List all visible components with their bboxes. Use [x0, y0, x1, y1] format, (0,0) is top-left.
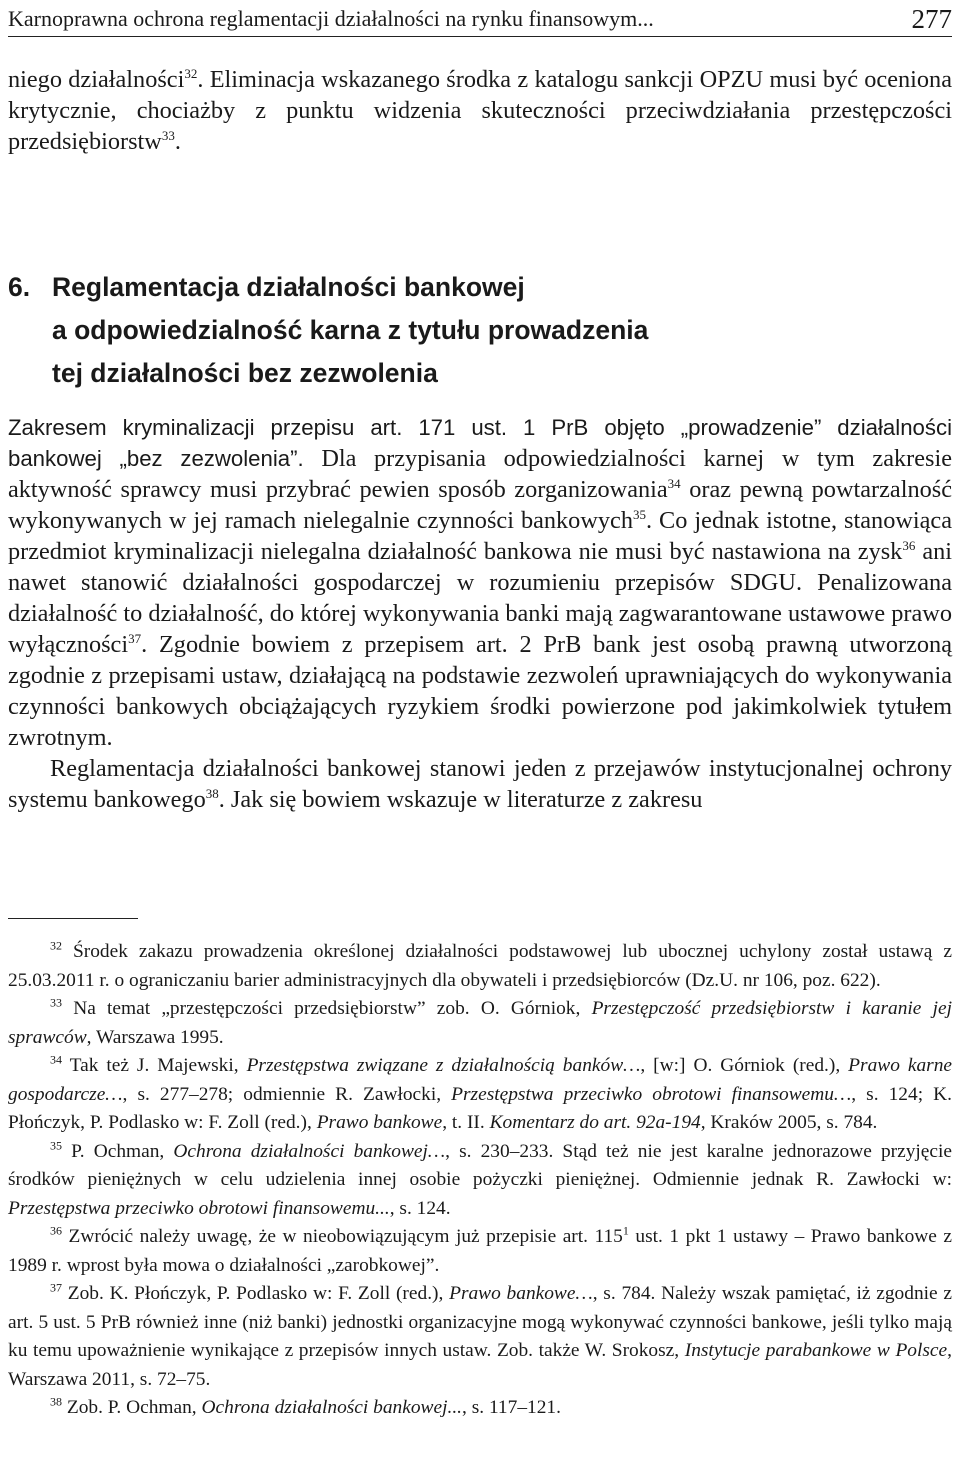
main-body	[8, 412, 952, 815]
cited-title: Prawo bankowe	[316, 1112, 443, 1133]
cited-title: Przestępstwa przeciwko obrotowi finansowemu...	[8, 1197, 390, 1219]
cited-title: Ochrona działalności bankowej...	[201, 1397, 463, 1418]
text-run: Dla przypisania odpowiedzialności karnej w tym zakresie aktywność sprawcy musi przybrać pewien sposób zorganizowania	[8, 445, 953, 503]
paragraph-1	[8, 412, 952, 753]
footnote-text: ust. 1 pkt 1 ustawy – Prawo bankowe z 1989 r. wprost była mowa o działalności „zarobkowej”.	[8, 1226, 952, 1276]
footnote-text: , s. 784. Należy wszak pamiętać, iż zgodnie z art. 5 ust. 5 PrB również inne (niż banki) jednostki organizacyjne mogą wykonywać czynności bankowe, jeśli tylko mają ku temu upoważnienie wynikające z przepisów innych ustaw. Zob. także W. Srokosz,	[8, 1283, 952, 1361]
footnote-number: 33	[50, 995, 62, 1010]
footnote-ref-32[interactable]: 32	[184, 65, 198, 81]
footnote-text: , s. 117–121.	[462, 1397, 561, 1418]
footnote-text: Zob. P. Ochman,	[66, 1397, 202, 1418]
cited-title: Ochrona działalności bankowej…	[173, 1140, 446, 1162]
footnote-ref-36[interactable]: 36	[902, 537, 916, 553]
footnote-number: 38	[50, 1394, 62, 1409]
continued-paragraph	[8, 64, 952, 157]
footnote-number: 36	[50, 1223, 62, 1238]
footnote-number: 34	[50, 1052, 62, 1067]
footnote-ref-38[interactable]: 38	[205, 785, 219, 801]
footnote-text: Środek zakazu prowadzenia określonej działalności podstawowej lub ubocznej uchylony został ustawą z 25.03.2011 r. o ograniczaniu barier administracyjnych dla obywateli i przedsiębiorców (Dz.U. nr 106, poz. 622).	[8, 941, 952, 991]
footnote-ref-33[interactable]: 33	[161, 127, 175, 143]
footnote-ref-34[interactable]: 34	[667, 475, 681, 491]
footnote-ref-37[interactable]: 37	[128, 630, 142, 646]
footnote-36	[8, 1223, 952, 1280]
footnote-text: Tak też J. Majewski,	[69, 1055, 247, 1076]
footnote-text: , t. II.	[442, 1112, 490, 1133]
section-heading-line-3: tej działalności bez zezwolenia	[52, 358, 438, 388]
section-heading	[8, 266, 952, 395]
text-run: . Eliminacja wskazanego środka z katalogu sankcji OPZU musi być oceniona krytycznie, chociażby z punktu widzenia skuteczności przeciwdziałania przestępczości przedsiębiorstw	[8, 66, 952, 155]
footnote-text: , Kraków 2005, s. 784.	[700, 1112, 878, 1133]
text-run: .	[174, 128, 181, 155]
footnote-34	[8, 1052, 952, 1138]
footnote-35	[8, 1138, 952, 1224]
heading-text: Reglamentacja działalności bankowej	[52, 272, 525, 302]
text-run: Reglamentacja działalności bankowej stanowi jeden z przejawów instytucjonalnej ochrony systemu bankowego	[8, 755, 952, 813]
section-heading-line-1	[8, 266, 952, 309]
footnote-38	[8, 1394, 952, 1423]
article-superscript: 1	[622, 1223, 629, 1238]
cited-title: Przestępstwa przeciwko obrotowi finansowemu…	[451, 1083, 852, 1105]
footnote-number: 32	[50, 938, 62, 953]
text-run: . Co jednak istotne, stanowiąca przedmiot kryminalizacji nielegalna działalność bankowa nie musi być nastawiona na zysk	[8, 507, 952, 565]
footnote-text: , s. 124.	[389, 1197, 451, 1219]
cited-title: Instytucje parabankowe w Polsce	[684, 1340, 948, 1361]
footnotes	[8, 938, 952, 1423]
footnote-37	[8, 1280, 952, 1394]
cited-title: Prawo bankowe…	[449, 1283, 593, 1304]
footnote-number: 35	[50, 1138, 62, 1153]
footnote-text: Zwrócić należy uwagę, że w nieobowiązującym już przepisie art. 115	[68, 1226, 623, 1247]
cited-title: Przestępstwa związane z działalnością banków…	[246, 1055, 641, 1076]
footnote-text: , [w:] O. Górniok (red.),	[640, 1055, 849, 1076]
footnote-text: Zob. K. Płończyk, P. Podlasko w: F. Zoll (red.),	[67, 1283, 450, 1304]
cited-title: Prawo karne gospodarcze…	[8, 1055, 952, 1105]
text-run: ani nawet stanowić działalności gospodarczej w rozumieniu przepisów SDGU. Penalizowana działalność to działalność, do której wykonywania banki mają zagwarantowane ustawowe prawo wyłączności	[8, 538, 952, 658]
running-header	[8, 2, 952, 37]
footnote-text: Na temat „przestępczości przedsiębiorstw” zob. O. Górniok,	[73, 998, 592, 1019]
section-number: 6.	[8, 272, 31, 302]
section-heading-line-2: a odpowiedzialność karna z tytułu prowadzenia	[52, 315, 649, 345]
text-run: oraz pewną powtarzalność wykonywanych w jej ramach nielegalnie czynności bankowych	[8, 476, 952, 534]
paragraph-lead: Zakresem kryminalizacji przepisu art. 171 ust. 1 PrB objęto „prowadzenie” działalności bankowej „bez zezwolenia”.	[8, 415, 952, 471]
footnote-text: P. Ochman,	[71, 1140, 174, 1162]
footnote-separator	[8, 918, 138, 919]
footnote-text: , s. 124; K. Płończyk, P. Podlasko w: F. Zoll (red.),	[8, 1083, 953, 1133]
footnote-text: , s. 277–278; odmiennie R. Zawłocki,	[122, 1083, 452, 1105]
footnote-33	[8, 995, 952, 1052]
footnote-text: , Warszawa 2011, s. 72–75.	[8, 1340, 952, 1390]
footnote-32	[8, 938, 952, 995]
text-run: niego działalności	[8, 66, 185, 93]
text-run: . Jak się bowiem wskazuje w literaturze z zakresu	[218, 786, 703, 813]
footnote-ref-35[interactable]: 35	[632, 506, 646, 522]
text-run: . Zgodnie bowiem z przepisem art. 2 PrB bank jest osobą prawną utworzoną zgodnie z przepisami ustaw, działającą na podstawie zezwoleń uprawniających do wykonywania czynności bankowych obciążających ryzykiem środki powierzone pod jakimkolwiek tytułem zwrotnym.	[8, 631, 952, 751]
cited-title: Przestępczość przedsiębiorstw i karanie jej sprawców	[8, 998, 952, 1048]
footnote-number: 37	[50, 1280, 62, 1295]
cited-title: Komentarz do art. 92a-194	[489, 1112, 701, 1133]
paragraph-2	[8, 753, 952, 815]
running-title: Karnoprawna ochrona reglamentacji działalności na rynku finansowym...	[8, 6, 654, 31]
continued-text	[8, 64, 952, 157]
footnote-text: , Warszawa 1995.	[86, 1026, 224, 1048]
page-number: 277	[911, 4, 952, 34]
footnote-text: , s. 230–233. Stąd też nie jest karalne jednorazowe przyjęcie środków pieniężnych w celu udzielenia innej osobie pożyczki pieniężnej. Odmiennie jednak R. Zawłocki w:	[8, 1140, 952, 1190]
